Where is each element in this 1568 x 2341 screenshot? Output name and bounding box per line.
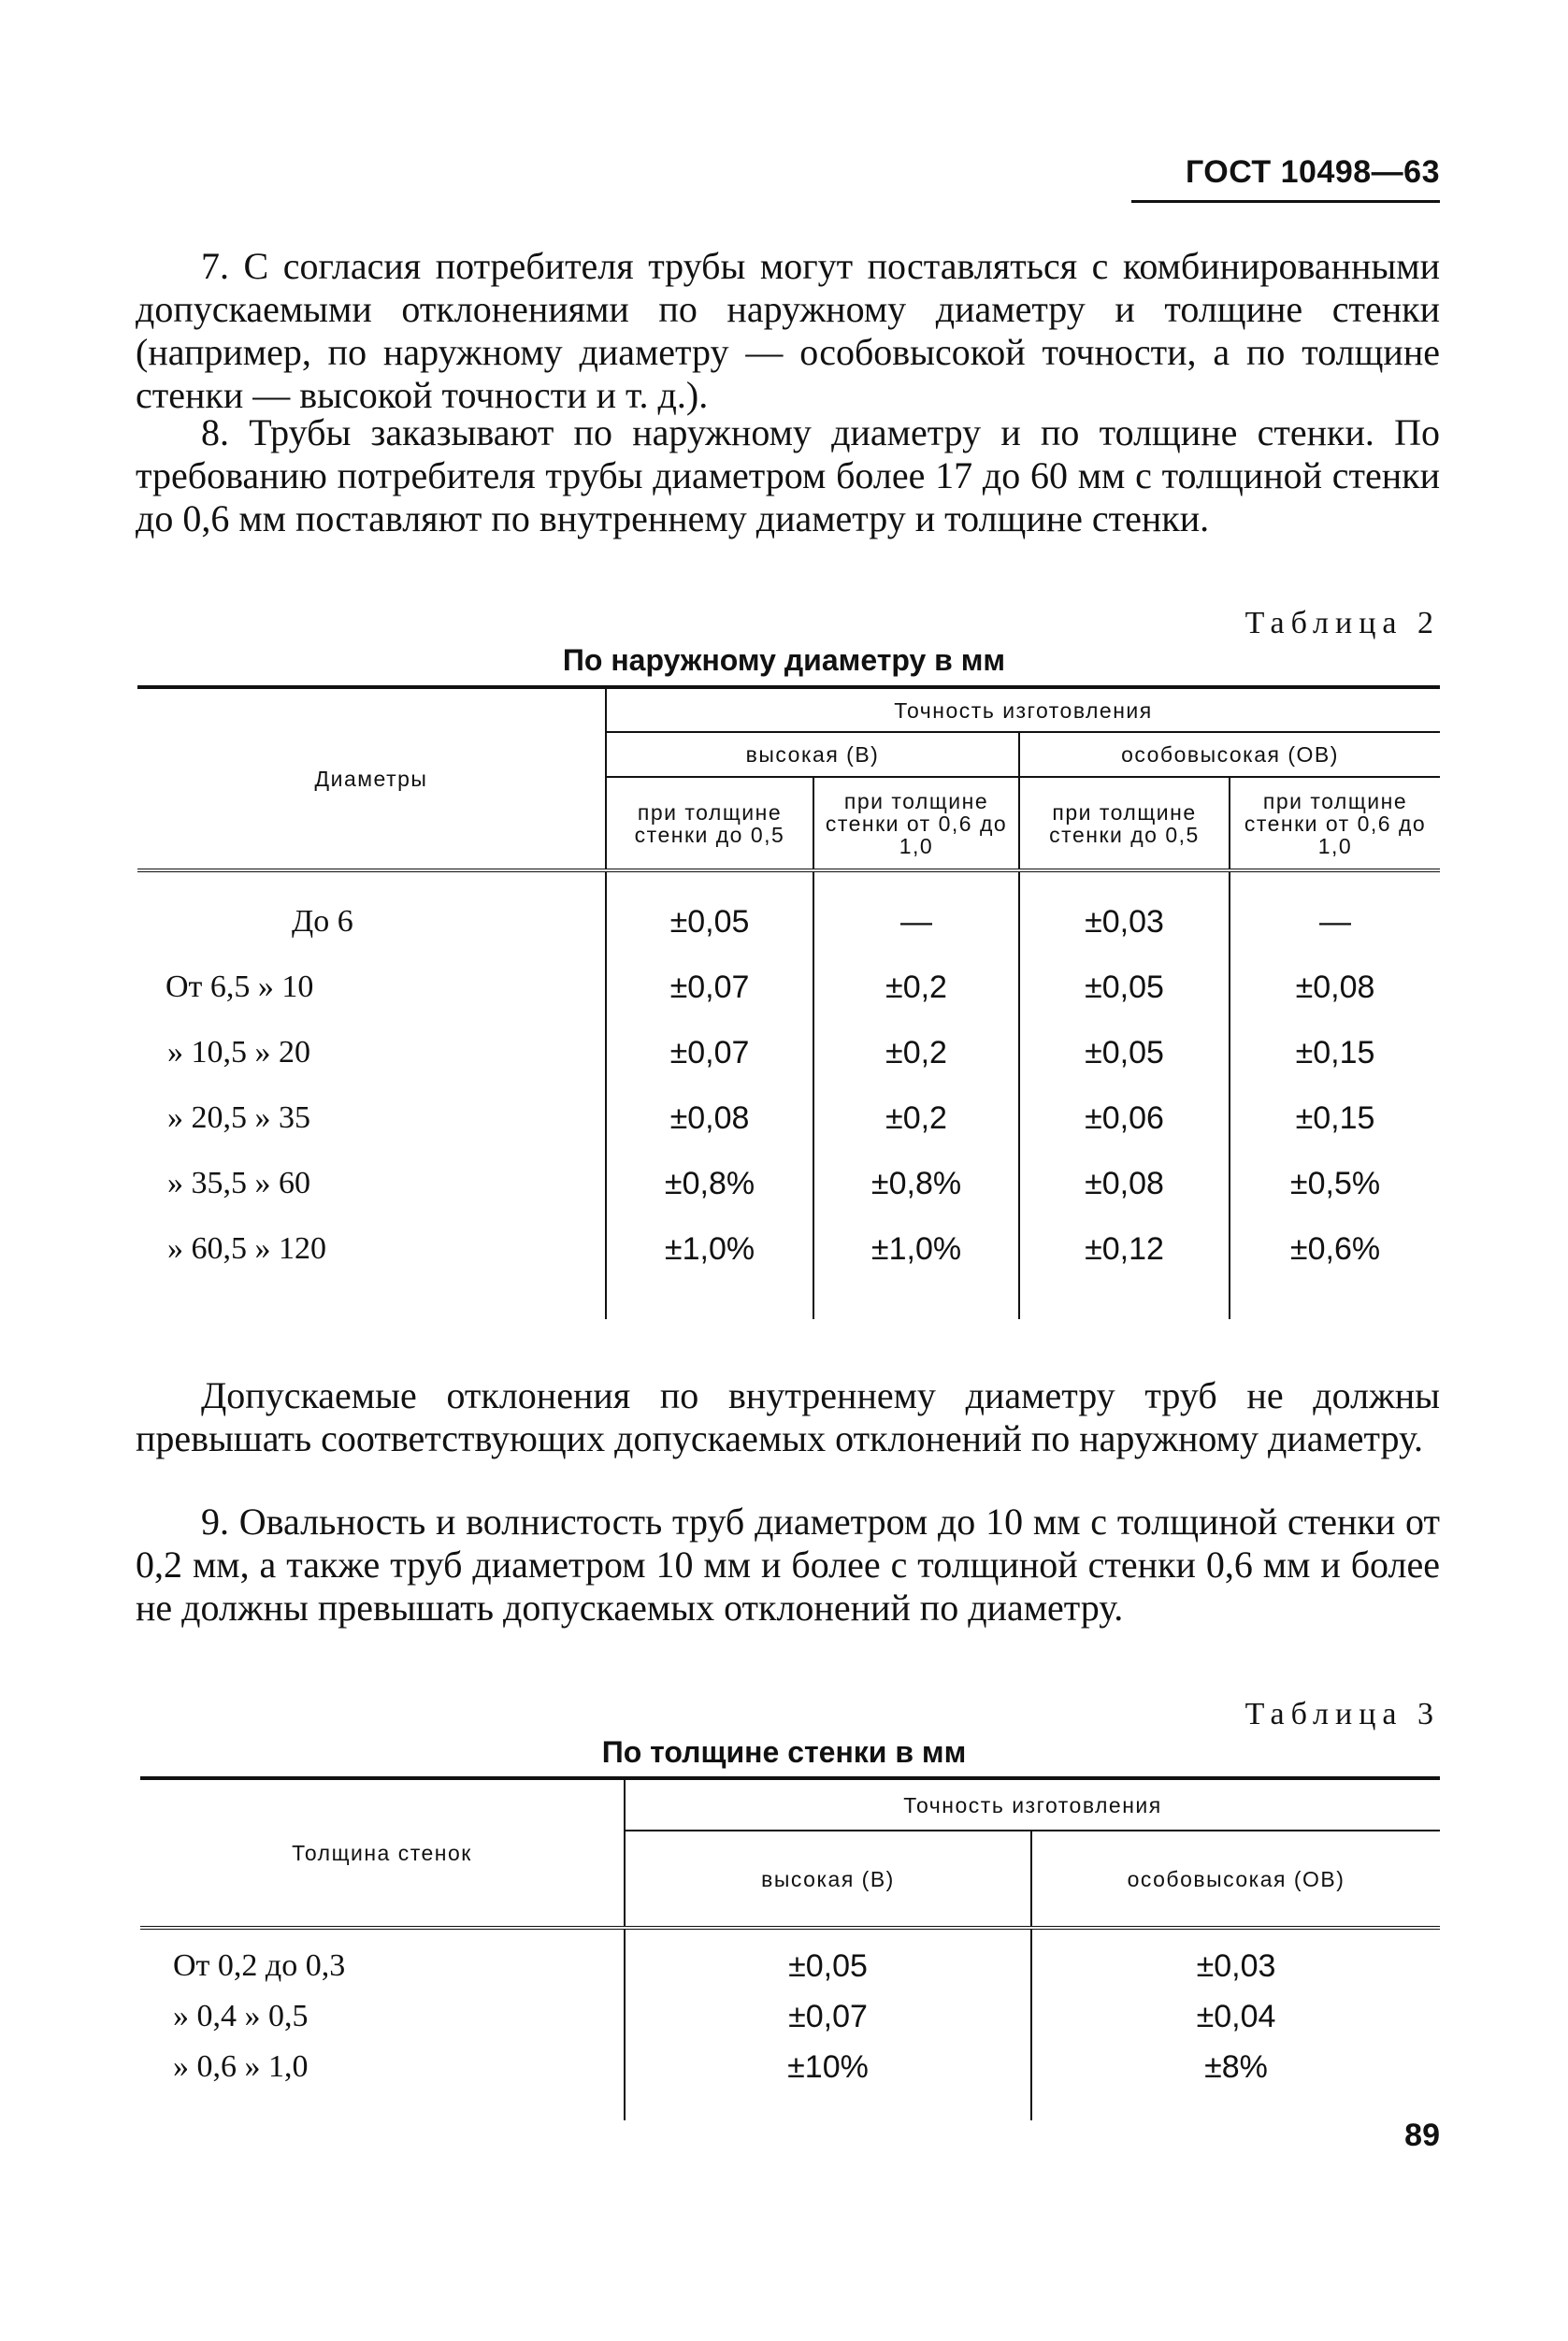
table-row [140,1991,1440,2042]
group-extra-high-header: особовысокая (ОВ) [1019,732,1440,777]
table-row [137,955,1440,1020]
row-label: » 10,5 » 20 [167,1035,310,1070]
cell-b1: ±0,8% [606,1151,813,1216]
cell-b2: — [813,889,1019,955]
cell-ov2: — [1230,889,1440,955]
cell-ov1: ±0,05 [1019,955,1230,1020]
paragraph-8: 8. Трубы заказывают по наружному диаметру и по толщине стенки. По требованию потребителя трубы диаметром более 17 до 60 мм с толщиной стенки до 0,6 мм поставляют по внутреннему диаметру и толщине стенки. [136,411,1440,539]
table-3 [140,1776,1440,2120]
table-row [137,1085,1440,1151]
row-label: » 0,4 » 0,5 [173,1999,309,2033]
cell-ov2: ±0,08 [1230,955,1440,1020]
cell-b1: ±0,07 [606,955,813,1020]
cell-b1: ±0,08 [606,1085,813,1151]
paragraph-7: 7. С согласия потребителя трубы могут поставляться с комбинированными допускаемыми отклонениями по наружному диаметру и толщине стенки (например, по наружному диаметру — особовысокой точности, а по толщине стенки — высокой точности и т. д.). [136,245,1440,416]
table-row [137,889,1440,955]
table-row [137,1151,1440,1216]
row-label: От 0,2 до 0,3 [173,1948,346,1983]
cell-ov: ±0,04 [1031,1991,1440,2042]
cell-b1: ±0,05 [606,889,813,955]
page-number: 89 [1404,2118,1440,2153]
cell-ov1: ±0,08 [1019,1151,1230,1216]
table-row [140,1941,1440,1991]
subheader-b1: при толщине стенки до 0,5 [606,777,813,870]
table-2-title: По наружному диаметру в мм [562,643,1006,677]
cell-ov1: ±0,03 [1019,889,1230,955]
table-3-title: По толщине стенки в мм [601,1735,967,1769]
standard-header: ГОСТ 10498—63 [1131,154,1440,203]
cell-b2: ±0,2 [813,1085,1019,1151]
cell-ov2: ±0,15 [1230,1085,1440,1151]
cell-b: ±10% [625,2042,1031,2092]
cell-b2: ±0,2 [813,1020,1019,1085]
cell-ov2: ±0,6% [1230,1216,1440,1282]
col-header-diameters: Диаметры [137,687,606,870]
cell-ov2: ±0,15 [1230,1020,1440,1085]
group-high-header: высокая (В) [606,732,1019,777]
subheader-ov1: при толщине стенки до 0,5 [1019,777,1230,870]
cell-b: ±0,07 [625,1991,1031,2042]
col-header-thickness: Толщина стенок [140,1778,625,1928]
table-row [137,1216,1440,1282]
row-label: От 6,5 » 10 [165,969,314,1004]
row-label: » 20,5 » 35 [167,1100,310,1135]
cell-ov2: ±0,5% [1230,1151,1440,1216]
table-row [137,1020,1440,1085]
row-label: До 6 [292,904,353,939]
cell-b2: ±0,8% [813,1151,1019,1216]
row-label: » 35,5 » 60 [167,1166,310,1200]
row-label: » 60,5 » 120 [167,1231,326,1266]
table-row [140,2042,1440,2092]
cell-b2: ±0,2 [813,955,1019,1020]
table-2 [137,685,1440,1319]
row-label: » 0,6 » 1,0 [173,2049,309,2084]
paragraph-9: 9. Овальность и волнистость труб диаметром до 10 мм с толщиной стенки от 0,2 мм, а также труб диаметром 10 мм и более с толщиной стенки 0,6 мм и более не должны превышать допускаемых отклонений по диаметру. [136,1501,1440,1629]
table-2-caption: Таблица 2 [1244,606,1440,640]
cell-ov1: ±0,12 [1019,1216,1230,1282]
group-high-header: высокая (В) [625,1831,1031,1928]
cell-b1: ±1,0% [606,1216,813,1282]
cell-ov: ±0,03 [1031,1941,1440,1991]
cell-b1: ±0,07 [606,1020,813,1085]
cell-ov1: ±0,05 [1019,1020,1230,1085]
group-extra-high-header: особовысокая (ОВ) [1031,1831,1440,1928]
cell-ov: ±8% [1031,2042,1440,2092]
table-3-caption: Таблица 3 [1244,1697,1440,1731]
precision-header: Точность изготовления [625,1778,1440,1831]
cell-b2: ±1,0% [813,1216,1019,1282]
subheader-ov2: при толщине стенки от 0,6 до 1,0 [1230,777,1440,870]
cell-b: ±0,05 [625,1941,1031,1991]
subheader-b2: при толщине стенки от 0,6 до 1,0 [813,777,1019,870]
precision-header: Точность изготовления [606,687,1440,732]
paragraph-after-table-2: Допускаемые отклонения по внутреннему диаметру труб не должны превышать соответствующих допускаемых отклонений по наружному диаметру. [136,1374,1440,1459]
cell-ov1: ±0,06 [1019,1085,1230,1151]
